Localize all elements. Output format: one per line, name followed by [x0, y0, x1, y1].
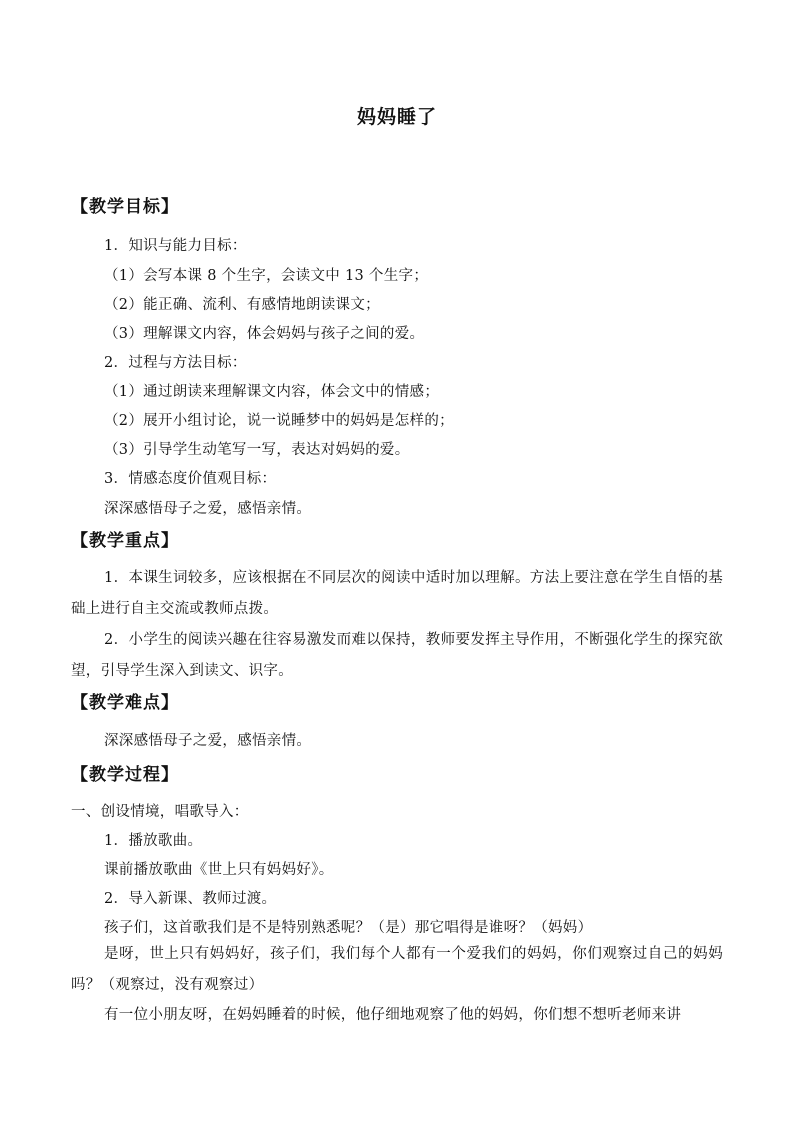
objective-line: 深深感悟母子之爱，感悟亲情。 — [104, 501, 312, 517]
document-title: 妈妈睡了 — [356, 106, 437, 128]
key-point-paragraph: 2．小学生的阅读兴趣在往容易激发而难以保持，教师要发挥主导作用，不断强化学生的探究欲望，引导学生深入到读文、识字。 — [71, 632, 723, 679]
key-point-paragraph: 1．本课生词较多，应该根据在不同层次的阅读中适时加以理解。方法上要注意在学生自悟的基础上进行自主交流或教师点拨。 — [71, 570, 723, 617]
heading-key-points: 【教学重点】 — [71, 531, 179, 551]
heading-objectives: 【教学目标】 — [71, 197, 179, 217]
process-paragraph: 是呀，世上只有妈妈好，孩子们，我们每个人都有一个爱我们的妈妈，你们观察过自己的妈妈吗？（观察过，没有观察过） — [71, 946, 723, 993]
objective-line: 3．情感态度价值观目标： — [104, 471, 277, 487]
objective-line: （3）理解课文内容，体会妈妈与孩子之间的爱。 — [104, 326, 425, 342]
process-line: 课前播放歌曲《世上只有妈妈好》。 — [104, 862, 334, 878]
process-step-title: 一、创设情境，唱歌导入： — [71, 804, 249, 820]
objective-line: 1．知识与能力目标： — [104, 238, 247, 254]
objective-line: （1）会写本课 8 个生字，会读文中 13 个生字； — [104, 268, 429, 284]
process-line: 2．导入新课、教师过渡。 — [104, 891, 277, 907]
process-line: 孩子们，这首歌我们是不是特别熟悉呢？（是）那它唱得是谁呀？（妈妈） — [104, 920, 593, 936]
heading-process: 【教学过程】 — [71, 765, 179, 785]
difficulty-line: 深深感悟母子之爱，感悟亲情。 — [104, 733, 312, 749]
objective-line: （2）展开小组讨论，说一说睡梦中的妈妈是怎样的； — [104, 413, 454, 429]
objective-line: 2．过程与方法目标： — [104, 355, 247, 371]
objective-line: （1）通过朗读来理解课文内容，体会文中的情感； — [104, 384, 440, 400]
heading-difficulties: 【教学难点】 — [71, 693, 179, 713]
process-line: 1．播放歌曲。 — [104, 833, 203, 849]
objective-line: （2）能正确、流利、有感情地朗读课文； — [104, 297, 380, 313]
objective-line: （3）引导学生动笔写一写，表达对妈妈的爱。 — [104, 442, 410, 458]
process-paragraph: 有一位小朋友呀，在妈妈睡着的时候，他仔细地观察了他的妈妈，你们想不想听老师来讲 — [104, 1007, 682, 1023]
